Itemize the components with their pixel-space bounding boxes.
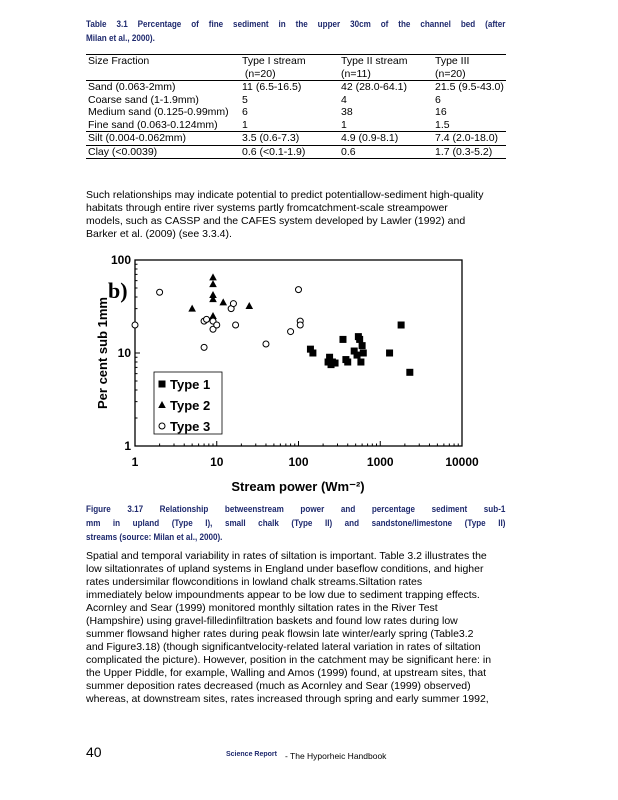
- table-caption: [86, 17, 505, 45]
- data-point-type-3: [296, 287, 302, 293]
- data-point-type-2: [209, 273, 217, 280]
- table-row: Medium sand (0.125-0.99mm) 6 38 16: [88, 106, 447, 118]
- data-point-type-3: [233, 322, 239, 328]
- data-point-type-3: [297, 322, 303, 328]
- data-point-type-3: [204, 316, 210, 322]
- data-point-type-2: [209, 280, 217, 287]
- caption-line: streams (source: Milan et al., 2000).: [86, 532, 223, 542]
- header-cell: Type III (n=20): [433, 55, 506, 81]
- caption-line: Table 3.1 Percentage of fine sediment in the upper 30cm of the channel bed (after: [86, 19, 506, 29]
- x-axis-label: Stream power (Wm⁻²): [231, 479, 365, 494]
- caption-line: Milan et al., 2000).: [86, 33, 155, 43]
- data-point-type-2: [245, 302, 253, 309]
- data-point-type-1: [406, 369, 413, 376]
- table-row: Sand (0.063-2mm) 11 (6.5-16.5) 42 (28.0-64.1) 21.5 (9.5-43.0): [88, 81, 504, 93]
- footer-report: Science Report: [226, 751, 277, 758]
- legend-label: Type 2: [170, 398, 211, 413]
- panel-label: b): [108, 278, 128, 303]
- data-point-type-2: [188, 305, 196, 312]
- data-point-type-3: [230, 301, 236, 307]
- x-tick-label: 1000: [366, 455, 394, 469]
- data-point-type-1: [398, 322, 405, 329]
- data-point-type-2: [219, 298, 227, 305]
- data-point-type-1: [344, 359, 351, 366]
- y-tick-label: 100: [110, 253, 131, 267]
- data-point-type-1: [339, 336, 346, 343]
- page-number: 40: [86, 744, 102, 760]
- scatter-chart: [90, 250, 500, 500]
- data-point-type-1: [386, 350, 393, 357]
- legend-label: Type 3: [170, 419, 211, 434]
- data-point-type-1: [357, 359, 364, 366]
- y-axis-label: Per cent sub 1mm: [95, 297, 110, 409]
- legend-marker-circle: [159, 423, 165, 429]
- x-tick-label: 10000: [445, 455, 479, 469]
- paragraph-1: Such relationships may indicate potential to predict potentiallow-sediment high-quality habitats through entire river systems partly fromcatchment-scale streampower models, such as CASSP and the CAFES system developed by Lawler (1992) and Barker et al. (2009) (see 3.3.4).: [86, 189, 484, 240]
- y-tick-label: 1: [124, 439, 131, 453]
- caption-line: Figure 3.17 Relationship betweenstream power and percentage sediment sub-1: [86, 504, 506, 514]
- data-point-type-1: [354, 352, 361, 359]
- data-point-type-1: [359, 342, 366, 349]
- data-point-type-1: [309, 350, 316, 357]
- data-point-type-1: [332, 360, 339, 367]
- figure-caption: [86, 502, 505, 544]
- paragraph-2: Spatial and temporal variability in rates of siltation is important. Table 3.2 illustrates the low siltationrates of upland systems in England under baseflow conditions, and higher rates undersimilar flowconditions in lowland chalk streams.Siltation rates immediately below impoundments appear to be low due to sediment trapping effects. Acornley and Sear (1999) monitored monthly siltation rates in the River Test (Hampshire) using gravel-filledinfiltration baskets and found low rates during low summer flowsand higher rates during peak flowsin late winter/early spring (Table3.2 and Figure3.18) (though significantvelocity-related lateral variation in rates of siltation complicated the picture). However, position in the catchment may be significant here: in the Upper Piddle, for example, Walling and Amos (1999) found, at upstream sites, that summer deposition rates decreased (much as Acornley and Sear (1999) observed) whereas, at downstream sites, rates increased through spring and early summer 1992,: [86, 550, 492, 705]
- data-point-type-3: [263, 341, 269, 347]
- legend: [154, 372, 222, 434]
- data-point-type-3: [157, 289, 163, 295]
- x-tick-label: 10: [210, 455, 224, 469]
- data-point-type-3: [132, 322, 138, 328]
- header-cell: Type I stream (n=20): [240, 55, 339, 81]
- legend-label: Type 1: [170, 377, 211, 392]
- sediment-table: [86, 54, 506, 159]
- data-point-type-1: [356, 336, 363, 343]
- data-point-type-1: [360, 350, 367, 357]
- header-cell: Type II stream (n=11): [339, 55, 433, 81]
- caption-line: mm in upland (Type I), small chalk (Type II) and sandstone/limestone (Type II): [86, 518, 506, 528]
- legend-marker-square: [159, 381, 166, 388]
- data-point-type-3: [288, 329, 294, 335]
- footer-title: - The Hyporheic Handbook: [285, 751, 387, 761]
- data-point-type-3: [214, 322, 220, 328]
- data-point-type-3: [201, 344, 207, 350]
- table-row: Fine sand (0.063-0.124mm) 1 1 1.5: [88, 118, 450, 131]
- table-header: [86, 55, 506, 81]
- y-tick-label: 10: [117, 346, 131, 360]
- table-row: Silt (0.004-0.062mm) 3.5 (0.6-7.3) 4.9 (0.9-8.1) 7.4 (2.0-18.0): [86, 132, 506, 146]
- x-tick-label: 1: [131, 455, 139, 469]
- table-row: Clay (<0.0039) 0.6 (<0.1-1.9) 0.6 1.7 (0.3-5.2): [86, 145, 506, 159]
- x-tick-label: 100: [288, 455, 309, 469]
- table-row: Coarse sand (1-1.9mm) 5 4 6: [88, 93, 441, 106]
- header-cell: Size Fraction: [86, 55, 240, 81]
